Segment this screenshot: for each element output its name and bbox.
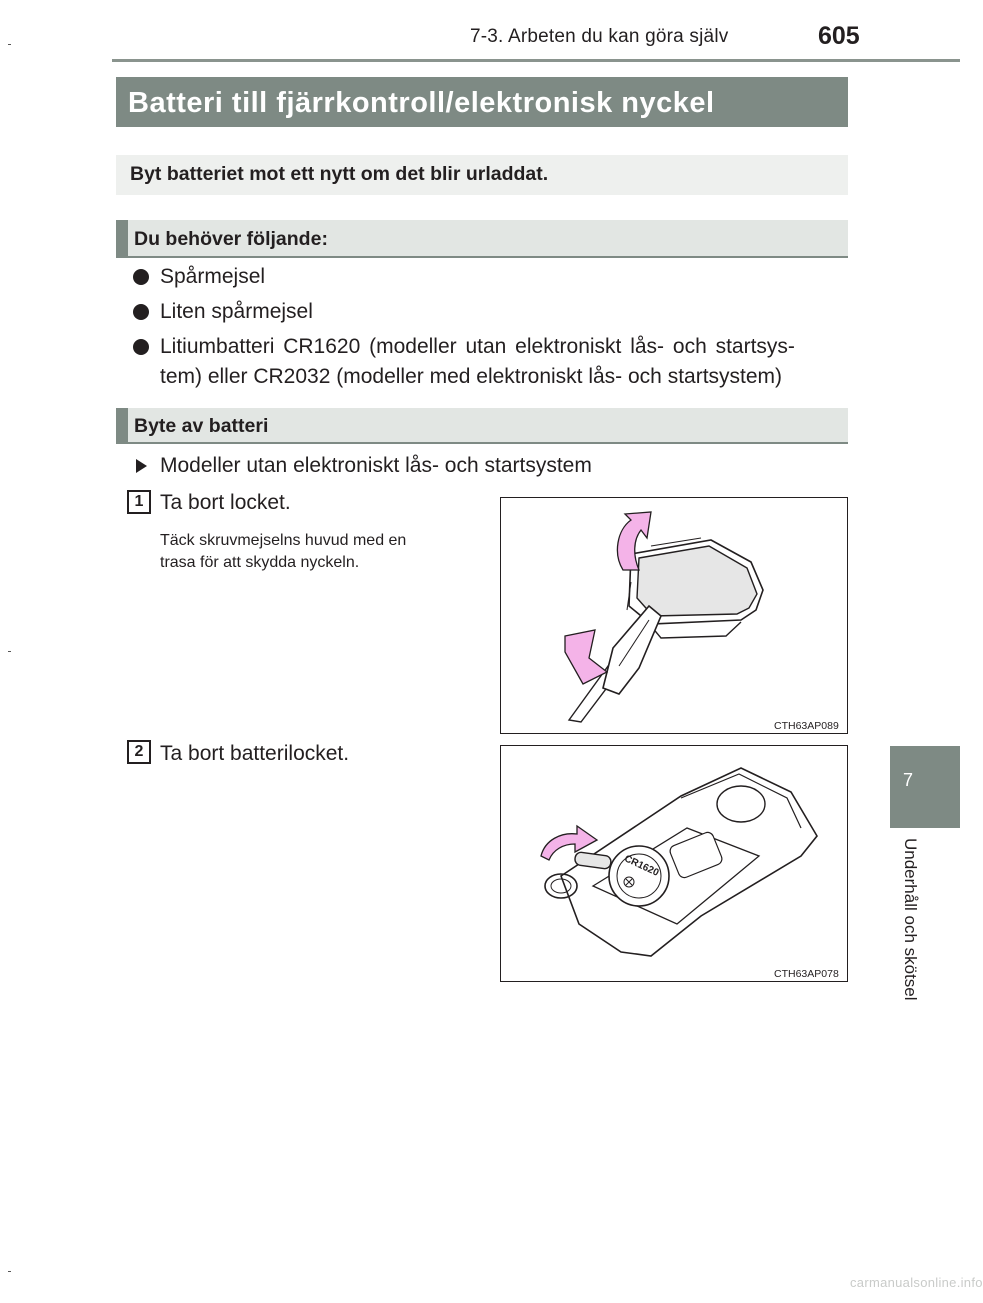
bullet-dot xyxy=(133,339,149,355)
page-number: 605 xyxy=(818,22,860,50)
step-note: trasa för att skydda nyckeln. xyxy=(160,554,360,571)
replace-heading: Byte av batteri xyxy=(134,415,269,437)
crop-mark xyxy=(8,651,11,652)
needs-heading: Du behöver följande: xyxy=(134,228,328,250)
figure-code: CTH63AP089 xyxy=(774,720,839,732)
condition-text: Modeller utan elektroniskt lås- och startsystem xyxy=(160,454,592,477)
bullet-dot xyxy=(133,269,149,285)
bullet-dot xyxy=(133,304,149,320)
battery-cover-illustration xyxy=(501,746,846,980)
step-note: Täck skruvmejselns huvud med en xyxy=(160,532,407,549)
figure-code: CTH63AP078 xyxy=(774,968,839,980)
figure-remove-cover xyxy=(500,497,848,734)
list-item: Spårmejsel xyxy=(160,265,266,288)
step-number: 2 xyxy=(127,740,151,764)
key-cover-illustration xyxy=(501,498,846,732)
lead-text: Byt batteriet mot ett nytt om det blir urladdat. xyxy=(130,163,549,185)
chapter-tab xyxy=(890,746,960,828)
footer-watermark: carmanualsonline.info xyxy=(850,1275,983,1290)
list-item: Liten spårmejsel xyxy=(160,300,313,323)
figure-remove-battery-cover xyxy=(500,745,848,982)
chapter-label: Underhåll och skötsel xyxy=(901,838,920,1001)
crop-mark xyxy=(8,1271,11,1272)
triangle-bullet-icon xyxy=(136,459,147,473)
step-number: 1 xyxy=(127,490,151,514)
list-item-continuation: tem) eller CR2032 (modeller med elektroniskt lås- och startsystem) xyxy=(160,365,783,388)
list-item: Litiumbatteri CR1620 (modeller utan elektroniskt lås- och startsys- xyxy=(160,335,795,358)
crop-mark xyxy=(8,44,11,45)
section-header: 7-3. Arbeten du kan göra själv xyxy=(470,26,729,47)
step-instruction: Ta bort locket. xyxy=(160,491,291,514)
header-rule xyxy=(112,59,960,62)
chapter-number: 7 xyxy=(903,770,914,790)
step-instruction: Ta bort batterilocket. xyxy=(160,742,350,765)
page-title: Batteri till fjärrkontroll/elektronisk nyckel xyxy=(128,87,715,119)
battery-label: CR1620 xyxy=(622,853,661,879)
